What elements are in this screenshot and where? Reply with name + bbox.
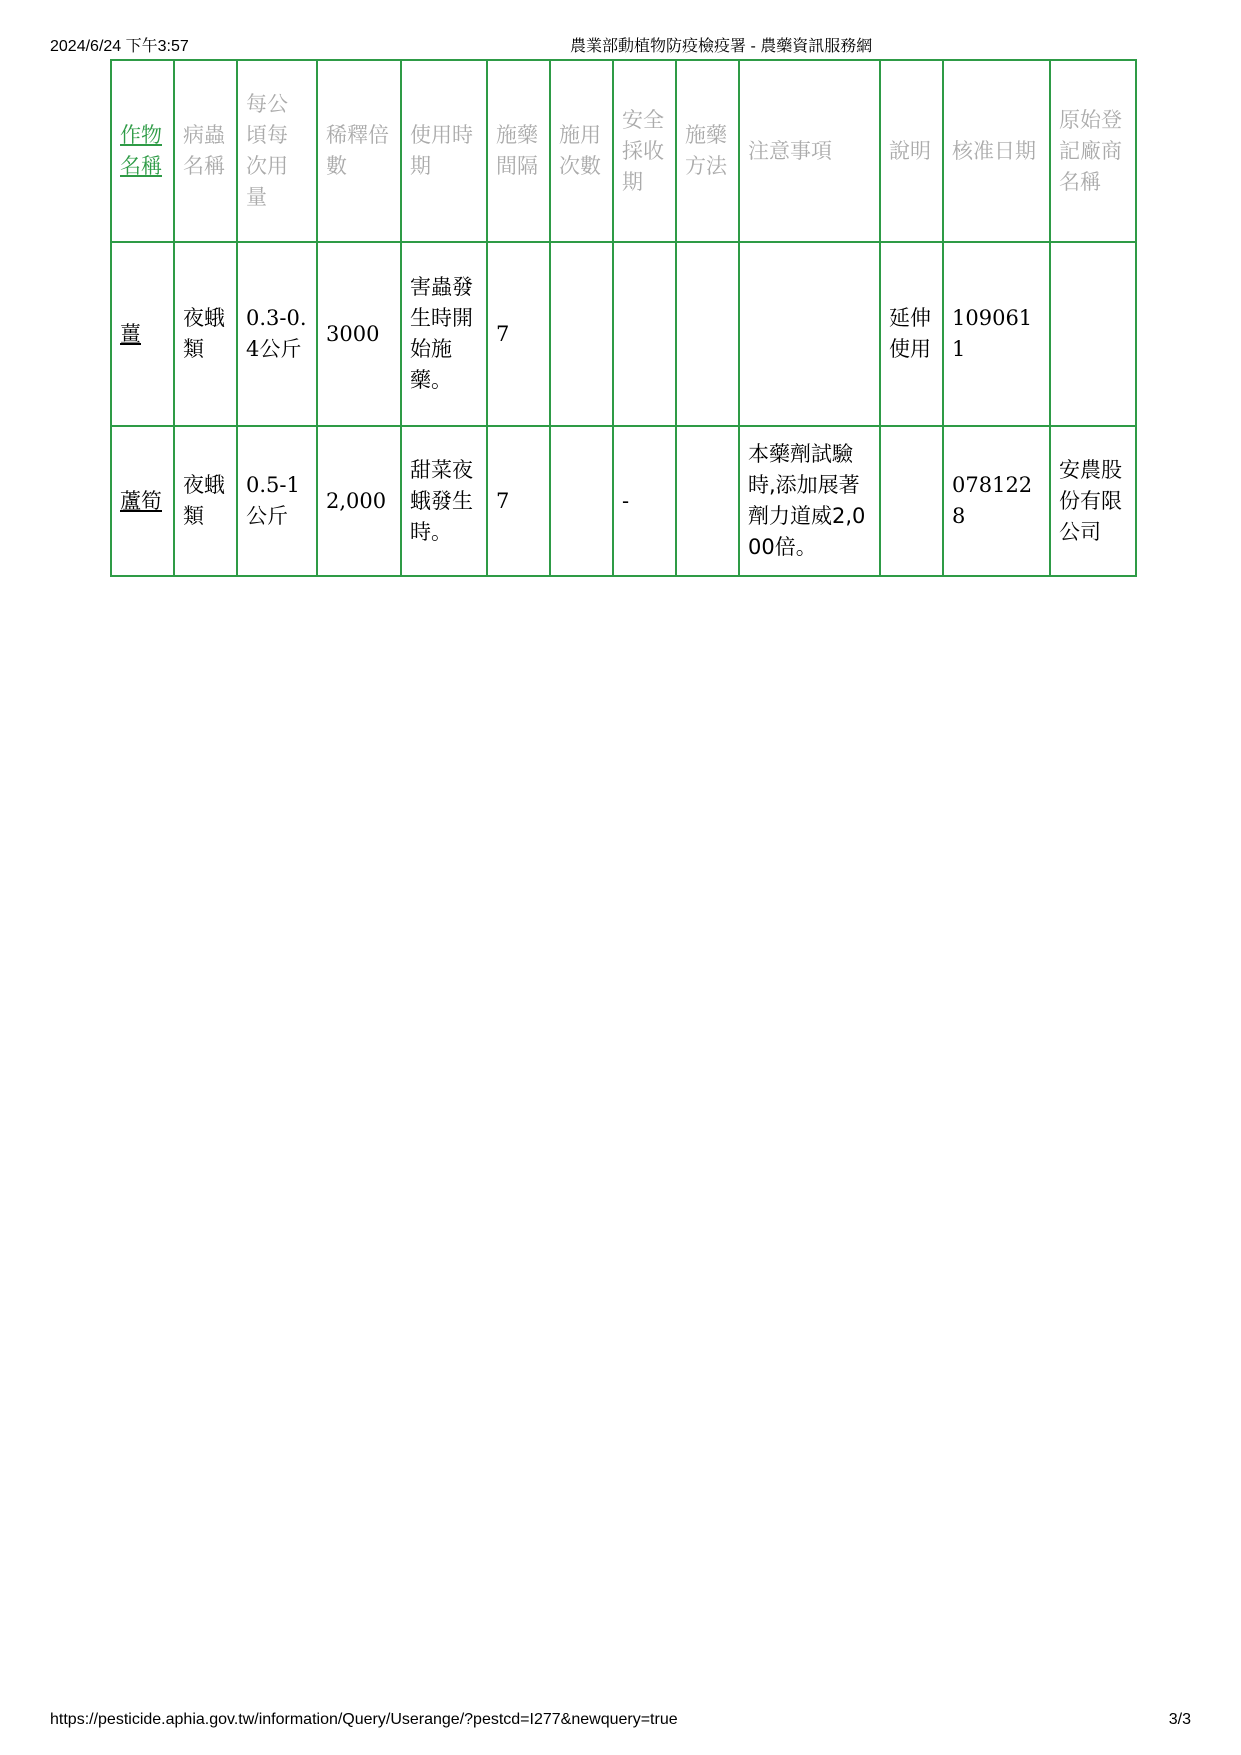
table-row (111, 426, 1136, 576)
print-header (50, 33, 1191, 53)
column-header-method: 施藥方法 (676, 60, 739, 242)
cell-method (676, 426, 739, 576)
cell-dilution: 2,000 (317, 426, 401, 576)
cell-crop[interactable] (111, 242, 174, 426)
column-header-notes: 注意事項 (739, 60, 880, 242)
cell-notes: 本藥劑試驗時,添加展著劑力道威2,000倍。 (739, 426, 880, 576)
column-header-pest-name: 病蟲名稱 (174, 60, 237, 242)
cell-method (676, 242, 739, 426)
cell-approval-date: 1090611 (943, 242, 1050, 426)
cell-crop[interactable] (111, 426, 174, 576)
cell-registrant (1050, 242, 1136, 426)
column-header-registrant: 原始登記廠商名稱 (1050, 60, 1136, 242)
column-header-timing: 使用時期 (401, 60, 487, 242)
column-header-safe-harvest: 安全採收期 (613, 60, 676, 242)
cell-safe-harvest: - (613, 426, 676, 576)
column-header-crop-name[interactable]: 作物名稱 (111, 60, 174, 242)
page-indicator: 3/3 (1168, 1711, 1191, 1728)
cell-times (550, 242, 613, 426)
cell-remark: 延伸使用 (880, 242, 943, 426)
cell-remark (880, 426, 943, 576)
column-header-times: 施用次數 (550, 60, 613, 242)
crop-link[interactable]: 薑 (120, 321, 141, 346)
cell-approval-date: 0781228 (943, 426, 1050, 576)
cell-timing: 甜菜夜蛾發生時。 (401, 426, 487, 576)
cell-timing: 害蟲發生時開始施藥。 (401, 242, 487, 426)
column-header-approval-date: 核准日期 (943, 60, 1050, 242)
column-header-interval: 施藥間隔 (487, 60, 550, 242)
table-header-row (111, 60, 1136, 242)
cell-pest: 夜蛾類 (174, 426, 237, 576)
page-url: https://pesticide.aphia.gov.tw/information/Query/Userange/?pestcd=I277&newquery=true (50, 1711, 678, 1728)
cell-notes (739, 242, 880, 426)
cell-interval: 7 (487, 426, 550, 576)
column-header-dose: 每公頃每次用量 (237, 60, 317, 242)
print-footer (50, 1711, 1191, 1731)
usage-range-table (110, 59, 1137, 577)
column-header-dilution: 稀釋倍數 (317, 60, 401, 242)
cell-dose: 0.3-0.4公斤 (237, 242, 317, 426)
print-datetime: 2024/6/24 下午3:57 (50, 38, 189, 55)
cell-interval: 7 (487, 242, 550, 426)
cell-registrant: 安農股份有限公司 (1050, 426, 1136, 576)
crop-link[interactable]: 蘆筍 (120, 488, 162, 513)
cell-times (550, 426, 613, 576)
page-title: 農業部動植物防疫檢疫署 - 農藥資訊服務網 (570, 38, 873, 55)
table-row (111, 242, 1136, 426)
cell-safe-harvest (613, 242, 676, 426)
cell-dose: 0.5-1公斤 (237, 426, 317, 576)
column-header-remark: 說明 (880, 60, 943, 242)
cell-pest: 夜蛾類 (174, 242, 237, 426)
cell-dilution: 3000 (317, 242, 401, 426)
